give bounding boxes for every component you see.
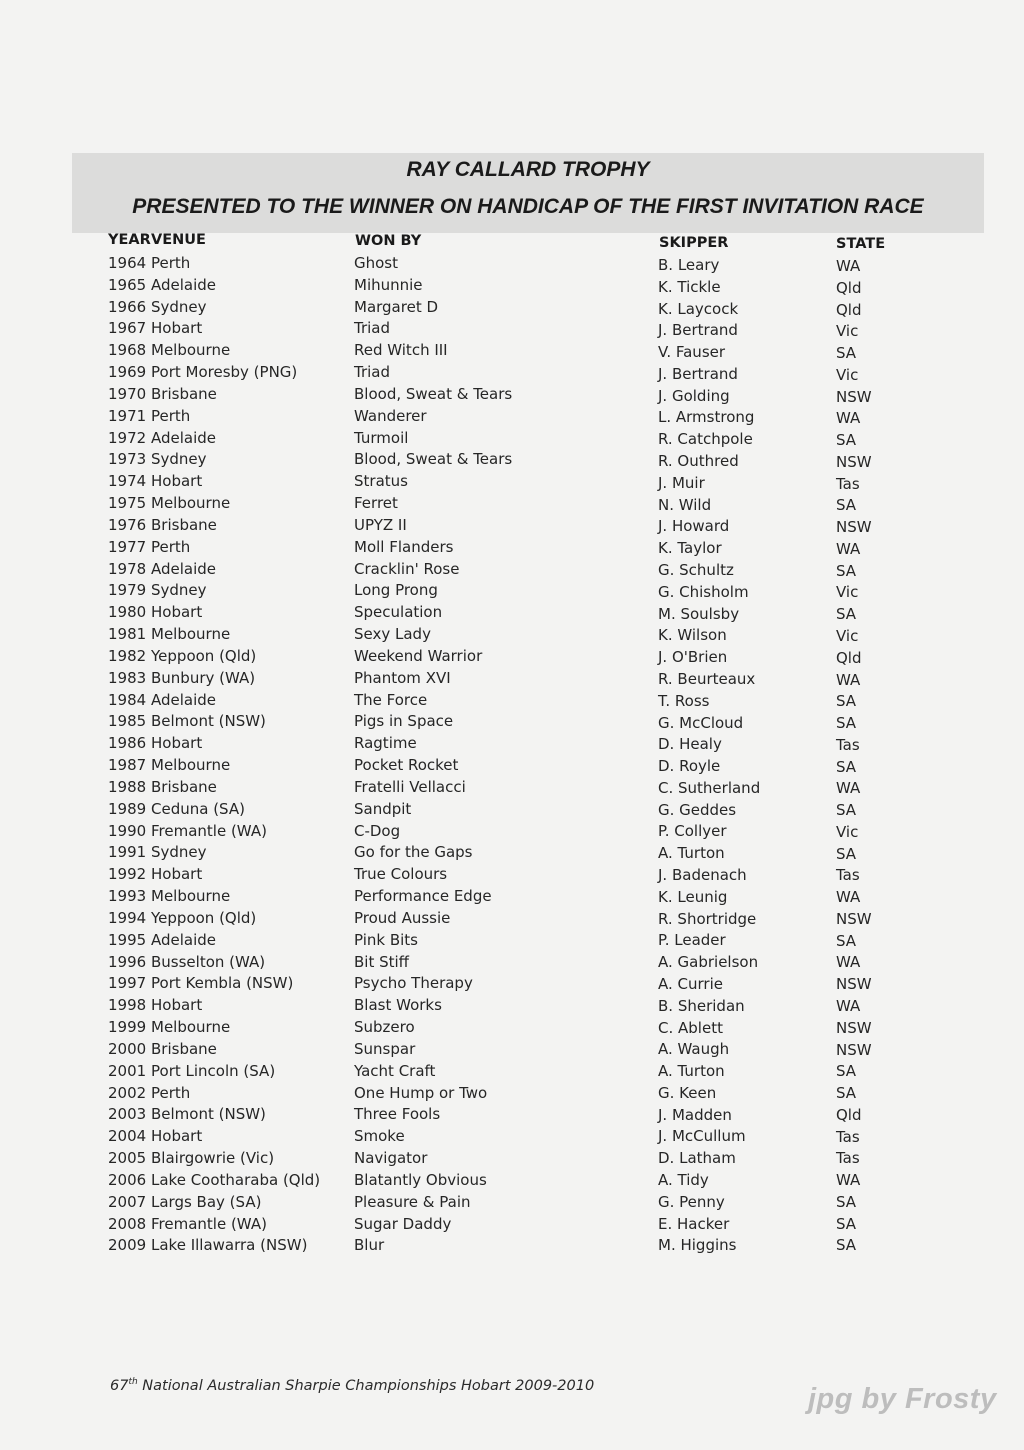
table-row	[0, 865, 1024, 887]
cell-state: Tas	[836, 866, 860, 885]
cell-state: Tas	[836, 1127, 860, 1146]
cell-won: Cracklin' Rose	[354, 559, 460, 578]
cell-state: SA	[836, 714, 857, 733]
cell-venue: Hobart	[151, 319, 203, 338]
cell-venue: Belmont (NSW)	[151, 1105, 266, 1124]
cell-skip: D. Healy	[658, 735, 722, 754]
cell-year: 1999	[108, 1018, 147, 1037]
cell-skip: A. Tidy	[658, 1171, 709, 1190]
cell-venue: Largs Bay (SA)	[151, 1192, 262, 1211]
cell-state: SA	[836, 605, 857, 624]
header-won-by: WON BY	[355, 233, 422, 249]
cell-venue: Fremantle (WA)	[151, 1214, 267, 1233]
table-row	[0, 1018, 1024, 1040]
cell-won: Phantom XVI	[354, 668, 451, 687]
cell-skip: J. Howard	[658, 517, 730, 536]
cell-skip: B. Sheridan	[658, 996, 745, 1015]
cell-won: Red Witch III	[354, 341, 448, 360]
cell-skip: R. Catchpole	[658, 430, 753, 449]
cell-skip: A. Waugh	[658, 1040, 730, 1059]
table-row	[0, 996, 1024, 1018]
header-year: YEAR	[108, 232, 151, 248]
table-row	[0, 276, 1024, 298]
cell-won: Sexy Lady	[354, 625, 431, 644]
cell-state: SA	[836, 431, 857, 450]
cell-skip: G. Schultz	[658, 561, 734, 579]
cell-won: Pleasure & Pain	[354, 1192, 471, 1211]
cell-year: 2007	[108, 1192, 147, 1211]
cell-year: 1986	[108, 734, 147, 753]
table-row	[0, 450, 1024, 472]
table-row	[0, 953, 1024, 975]
cell-venue: Port Kembla (NSW)	[151, 974, 294, 993]
cell-skip: G. Keen	[658, 1083, 717, 1102]
cell-state: WA	[836, 1171, 861, 1190]
cell-won: Ferret	[354, 494, 398, 513]
cell-skip: J. McCullum	[658, 1127, 746, 1146]
cell-venue: Brisbane	[151, 515, 217, 534]
cell-state: SA	[836, 496, 857, 515]
cell-venue: Adelaide	[151, 275, 217, 294]
cell-skip: B. Leary	[658, 256, 720, 274]
cell-state: WA	[836, 888, 861, 907]
cell-state: NSW	[836, 1040, 872, 1059]
cell-venue: Brisbane	[151, 384, 217, 403]
cell-year: 1983	[108, 668, 147, 687]
cell-skip: M. Soulsby	[658, 604, 740, 623]
table-row	[0, 341, 1024, 363]
table-row	[0, 1236, 1024, 1258]
cell-venue: Sydney	[151, 581, 207, 600]
cell-won: Stratus	[354, 472, 408, 491]
table-row	[0, 516, 1024, 538]
cell-skip: K. Tickle	[658, 277, 721, 296]
cell-state: Tas	[836, 1149, 860, 1168]
cell-won: Three Fools	[354, 1105, 441, 1124]
cell-skip: L. Armstrong	[658, 408, 755, 427]
cell-state: Vic	[836, 322, 859, 341]
cell-won: Mihunnie	[354, 275, 423, 294]
cell-skip: N. Wild	[658, 495, 712, 514]
cell-state: WA	[836, 670, 861, 689]
cell-venue: Adelaide	[151, 559, 217, 578]
cell-won: Sandpit	[354, 799, 412, 818]
cell-won: Psycho Therapy	[354, 974, 473, 993]
cell-won: UPYZ II	[354, 515, 407, 534]
cell-venue: Melbourne	[151, 756, 231, 775]
cell-skip: K. Leunig	[658, 887, 728, 906]
cell-state: SA	[836, 344, 857, 363]
page-subtitle: PRESENTED TO THE WINNER ON HANDICAP OF THE FIRST INVITATION RACE	[132, 195, 924, 218]
cell-state: Tas	[836, 474, 860, 493]
table-row	[0, 1127, 1024, 1149]
table-row	[0, 1171, 1024, 1193]
cell-skip: P. Leader	[658, 931, 726, 950]
cell-year: 1981	[108, 625, 147, 644]
cell-venue: Melbourne	[151, 494, 231, 513]
cell-year: 1965	[108, 275, 147, 294]
table-row	[0, 560, 1024, 582]
cell-year: 1991	[108, 843, 147, 862]
cell-skip: J. Badenach	[658, 866, 747, 885]
cell-state: Qld	[836, 1105, 862, 1124]
cell-venue: Port Moresby (PNG)	[151, 363, 298, 382]
cell-venue: Bunbury (WA)	[151, 668, 256, 687]
cell-year: 2000	[108, 1039, 147, 1058]
cell-won: Bit Stiff	[354, 952, 410, 971]
cell-venue: Hobart	[151, 996, 203, 1015]
cell-state: SA	[836, 757, 857, 776]
cell-venue: Yeppoon (Qld)	[151, 646, 257, 665]
cell-skip: G. Penny	[658, 1192, 725, 1211]
cell-venue: Lake Cootharaba (Qld)	[151, 1170, 321, 1189]
cell-won: Blatantly Obvious	[354, 1170, 487, 1189]
table-row	[0, 1040, 1024, 1062]
cell-year: 1987	[108, 756, 147, 775]
cell-skip: J. Golding	[658, 386, 730, 405]
table-row	[0, 407, 1024, 429]
cell-skip: V. Fauser	[658, 343, 726, 362]
watermark: jpg by Frosty	[808, 1383, 997, 1415]
cell-won: Moll Flanders	[354, 537, 454, 556]
cell-won: The Force	[354, 690, 428, 709]
cell-year: 2004	[108, 1127, 147, 1146]
page-title: RAY CALLARD TROPHY	[406, 158, 650, 181]
cell-venue: Fremantle (WA)	[151, 821, 267, 840]
cell-year: 1971	[108, 406, 147, 425]
cell-state: SA	[836, 1192, 857, 1211]
cell-year: 1964	[108, 254, 147, 272]
cell-state: SA	[836, 844, 857, 863]
table-row	[0, 669, 1024, 691]
cell-venue: Lake Illawarra (NSW)	[151, 1236, 308, 1255]
cell-won: Pigs in Space	[354, 712, 454, 731]
cell-year: 1972	[108, 428, 147, 447]
cell-won: Blur	[354, 1236, 385, 1255]
cell-venue: Hobart	[151, 734, 203, 753]
table-row	[0, 385, 1024, 407]
cell-state: SA	[836, 1084, 857, 1103]
table-row	[0, 363, 1024, 385]
cell-venue: Hobart	[151, 865, 203, 884]
table-row	[0, 843, 1024, 865]
cell-state: WA	[836, 953, 861, 972]
cell-year: 1969	[108, 363, 147, 382]
cell-skip: K. Laycock	[658, 299, 739, 318]
cell-skip: P. Collyer	[658, 822, 727, 841]
cell-skip: J. Muir	[658, 473, 705, 492]
table-row	[0, 298, 1024, 320]
cell-skip: A. Turton	[658, 844, 725, 863]
cell-won: Ragtime	[354, 734, 417, 753]
cell-won: One Hump or Two	[354, 1083, 488, 1102]
cell-year: 1982	[108, 646, 147, 665]
cell-year: 2001	[108, 1061, 147, 1080]
cell-venue: Sydney	[151, 450, 207, 469]
cell-skip: J. Bertrand	[658, 321, 738, 340]
footer-text	[110, 1377, 594, 1394]
table-row	[0, 647, 1024, 669]
cell-year: 1966	[108, 297, 147, 316]
cell-skip: J. O'Brien	[658, 648, 728, 667]
table-row	[0, 756, 1024, 778]
cell-skip: E. Hacker	[658, 1214, 730, 1233]
cell-venue: Hobart	[151, 603, 203, 622]
cell-won: Speculation	[354, 603, 443, 622]
cell-skip: G. Chisholm	[658, 582, 749, 601]
footer-ordinal-suffix: th	[128, 1377, 138, 1387]
cell-skip: C. Ablett	[658, 1018, 723, 1037]
cell-year: 1970	[108, 384, 147, 403]
cell-won: Go for the Gaps	[354, 843, 473, 862]
cell-state: SA	[836, 801, 857, 820]
cell-skip: D. Latham	[658, 1149, 736, 1168]
cell-won: Pink Bits	[354, 930, 418, 949]
table-row	[0, 734, 1024, 756]
cell-state: SA	[836, 561, 857, 580]
cell-state: WA	[836, 539, 861, 558]
table-row	[0, 931, 1024, 953]
cell-venue: Blairgowrie (Vic)	[151, 1149, 275, 1168]
cell-state: SA	[836, 692, 857, 711]
cell-won: Subzero	[354, 1018, 415, 1037]
cell-won: Blood, Sweat & Tears	[354, 384, 513, 403]
cell-year: 1976	[108, 515, 147, 534]
cell-state: NSW	[836, 452, 872, 471]
cell-year: 1973	[108, 450, 147, 469]
cell-skip: G. Geddes	[658, 800, 737, 819]
cell-state: SA	[836, 931, 857, 950]
cell-year: 1998	[108, 996, 147, 1015]
cell-year: 1977	[108, 537, 147, 556]
table-row	[0, 887, 1024, 909]
table-row	[0, 625, 1024, 647]
table-row	[0, 1193, 1024, 1215]
cell-year: 1968	[108, 341, 147, 360]
cell-venue: Sydney	[151, 297, 207, 316]
cell-state: Vic	[836, 365, 859, 384]
cell-year: 1967	[108, 319, 147, 338]
table-row	[0, 800, 1024, 822]
table-row	[0, 581, 1024, 603]
table-row	[0, 691, 1024, 713]
cell-skip: R. Shortridge	[658, 909, 757, 928]
cell-skip: R. Outhred	[658, 452, 739, 471]
cell-venue: Melbourne	[151, 887, 231, 906]
cell-state: SA	[836, 1236, 857, 1255]
cell-state: NSW	[836, 387, 872, 406]
table-row	[0, 1215, 1024, 1237]
cell-won: Fratelli Vellacci	[354, 777, 466, 796]
cell-won: Pocket Rocket	[354, 756, 459, 775]
cell-skip: K. Wilson	[658, 626, 727, 645]
cell-won: Triad	[354, 319, 391, 338]
table-row	[0, 822, 1024, 844]
table-row	[0, 712, 1024, 734]
cell-venue: Hobart	[151, 1127, 203, 1146]
cell-skip: K. Taylor	[658, 539, 722, 558]
cell-year: 1978	[108, 559, 147, 578]
cell-venue: Adelaide	[151, 690, 217, 709]
cell-state: NSW	[836, 909, 872, 928]
cell-venue: Adelaide	[151, 930, 217, 949]
cell-venue: Melbourne	[151, 1018, 231, 1037]
cell-venue: Brisbane	[151, 1039, 217, 1058]
cell-state: Tas	[836, 735, 860, 754]
cell-state: Qld	[836, 278, 862, 297]
header-skipper: SKIPPER	[659, 235, 729, 251]
cell-state: Qld	[836, 648, 862, 667]
table-row	[0, 429, 1024, 451]
table-row	[0, 603, 1024, 625]
cell-state: SA	[836, 1214, 857, 1233]
cell-state: WA	[836, 779, 861, 798]
cell-state: WA	[836, 257, 861, 275]
cell-state: NSW	[836, 1018, 872, 1037]
cell-venue: Sydney	[151, 843, 207, 862]
table-row	[0, 538, 1024, 560]
cell-won: Sugar Daddy	[354, 1214, 452, 1233]
table-row	[0, 1062, 1024, 1084]
cell-won: Turmoil	[354, 428, 409, 447]
cell-state: Qld	[836, 300, 862, 319]
footer-ordinal: 67	[110, 1377, 129, 1394]
cell-venue: Yeppoon (Qld)	[151, 908, 257, 927]
table-row	[0, 254, 1024, 276]
cell-won: Proud Aussie	[354, 908, 451, 927]
header-venue: VENUE	[151, 232, 206, 248]
footer-caption: National Australian Sharpie Championships Hobart 2009-2010	[137, 1377, 595, 1394]
cell-won: Weekend Warrior	[354, 646, 483, 665]
table-row	[0, 494, 1024, 516]
cell-venue: Adelaide	[151, 428, 217, 447]
cell-year: 1997	[108, 974, 147, 993]
cell-venue: Perth	[151, 1083, 191, 1102]
cell-year: 1995	[108, 930, 147, 949]
cell-won: Margaret D	[354, 297, 439, 316]
cell-year: 1979	[108, 581, 147, 600]
cell-venue: Perth	[151, 406, 191, 425]
cell-skip: A. Turton	[658, 1062, 725, 1081]
cell-venue: Melbourne	[151, 625, 231, 644]
cell-won: C-Dog	[354, 821, 401, 840]
cell-won: Sunspar	[354, 1039, 416, 1058]
cell-skip: R. Beurteaux	[658, 669, 756, 688]
cell-venue: Busselton (WA)	[151, 952, 266, 971]
cell-skip: C. Sutherland	[658, 778, 761, 797]
cell-year: 1996	[108, 952, 147, 971]
cell-state: WA	[836, 997, 861, 1015]
table-row	[0, 909, 1024, 931]
cell-venue: Brisbane	[151, 777, 217, 796]
cell-year: 1985	[108, 712, 147, 731]
cell-year: 2002	[108, 1083, 147, 1102]
table-row	[0, 974, 1024, 996]
cell-year: 1980	[108, 603, 147, 622]
cell-year: 2009	[108, 1236, 147, 1255]
table-row	[0, 472, 1024, 494]
cell-venue: Ceduna (SA)	[151, 799, 245, 818]
cell-won: Navigator	[354, 1149, 428, 1168]
cell-venue: Perth	[151, 537, 191, 556]
title-banner	[72, 153, 984, 233]
table-row	[0, 1149, 1024, 1171]
table-row	[0, 1105, 1024, 1127]
cell-skip: D. Royle	[658, 757, 721, 776]
cell-won: Blood, Sweat & Tears	[354, 450, 513, 469]
cell-state: Vic	[836, 583, 859, 602]
cell-state: NSW	[836, 518, 872, 537]
cell-won: Long Prong	[354, 581, 438, 600]
cell-state: Vic	[836, 822, 859, 841]
cell-state: NSW	[836, 975, 872, 994]
cell-skip: G. McCloud	[658, 713, 744, 732]
cell-venue: Belmont (NSW)	[151, 712, 266, 731]
cell-year: 2008	[108, 1214, 147, 1233]
cell-year: 2003	[108, 1105, 147, 1124]
cell-year: 2006	[108, 1170, 147, 1189]
cell-won: Blast Works	[354, 996, 442, 1015]
cell-year: 1974	[108, 472, 147, 491]
cell-venue: Port Lincoln (SA)	[151, 1061, 276, 1080]
cell-year: 1990	[108, 821, 147, 840]
cell-state: Vic	[836, 627, 859, 645]
table-row	[0, 778, 1024, 800]
header-state: STATE	[836, 236, 886, 252]
cell-year: 1984	[108, 690, 147, 709]
cell-skip: A. Gabrielson	[658, 953, 759, 972]
cell-won: Triad	[354, 363, 391, 382]
cell-venue: Perth	[151, 254, 191, 272]
cell-state: SA	[836, 1062, 857, 1081]
cell-won: Ghost	[354, 254, 399, 272]
cell-won: Wanderer	[354, 406, 427, 425]
cell-won: Smoke	[354, 1127, 405, 1146]
cell-skip: T. Ross	[658, 691, 710, 710]
cell-year: 1989	[108, 799, 147, 818]
cell-year: 2005	[108, 1149, 147, 1168]
cell-skip: A. Currie	[658, 974, 723, 993]
cell-won: True Colours	[354, 865, 448, 884]
cell-skip: J. Bertrand	[658, 364, 738, 383]
cell-year: 1988	[108, 777, 147, 796]
table-row	[0, 1084, 1024, 1106]
cell-year: 1993	[108, 887, 147, 906]
cell-won: Yacht Craft	[354, 1061, 436, 1080]
cell-venue: Melbourne	[151, 341, 231, 360]
cell-year: 1994	[108, 908, 147, 927]
cell-venue: Hobart	[151, 472, 203, 491]
table-row	[0, 319, 1024, 341]
cell-year: 1975	[108, 494, 147, 513]
cell-won: Performance Edge	[354, 887, 492, 906]
cell-state: WA	[836, 409, 861, 428]
cell-skip: J. Madden	[658, 1105, 732, 1124]
cell-skip: M. Higgins	[658, 1236, 737, 1255]
cell-year: 1992	[108, 865, 147, 884]
